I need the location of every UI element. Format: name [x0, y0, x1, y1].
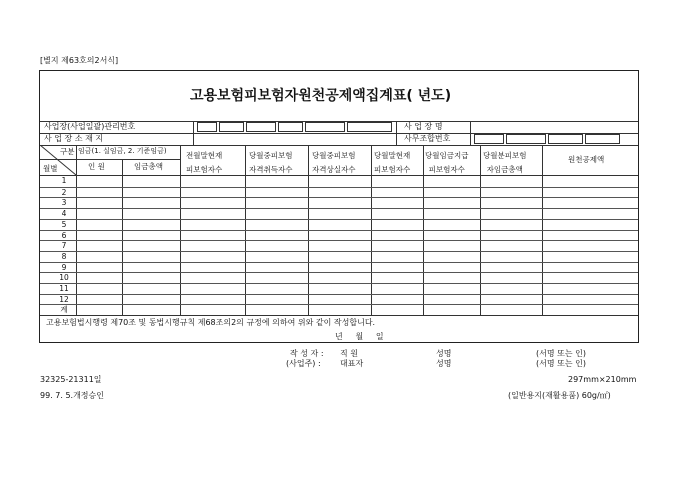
header-category: 구분	[60, 147, 75, 156]
month-label: 4	[61, 209, 67, 219]
paper-size: 297mm×210mm	[568, 375, 637, 384]
name-label-1: 성명	[436, 349, 452, 358]
col-curr-insured: 당월말현재 피보험자수	[374, 151, 411, 174]
month-label: 1	[61, 176, 67, 185]
month-label: 2	[61, 187, 67, 197]
col-wage-total: 임금총액	[134, 162, 163, 171]
header-wage-type: 임금(1. 실임금, 2. 기준임금)	[78, 147, 167, 155]
employer-label: (사업주) :	[286, 359, 321, 368]
form-title: 고용보험피보험자원천공제액집계표( 년도)	[190, 88, 452, 104]
writer-role: 직 원	[340, 349, 358, 358]
form-number: [별지 제63호의2서식]	[40, 56, 119, 65]
header-month: 월별	[43, 164, 58, 173]
col-lost: 당월중피보험 자격상실자수	[312, 151, 356, 174]
signature-1[interactable]: (서명 또는 인)	[536, 349, 586, 358]
form-frame	[39, 70, 639, 343]
month-label: 3	[61, 198, 67, 208]
table-row	[40, 176, 638, 187]
biz-reg-label: 사업장(사업일괄)관리번호	[44, 122, 136, 131]
statement: 고용보험법시행령 제70조 및 동법시행규칙 제68조의2의 규정에 의하여 위와 같이 작성합니다.	[46, 318, 376, 327]
month-label: 5	[61, 219, 67, 229]
col-acquired: 당월중피보험 자격취득자수	[249, 151, 293, 174]
col-withholding: 원천공제액	[568, 155, 605, 164]
biz-name-label: 사 업 장 명	[404, 122, 443, 131]
approval-date: 99. 7. 5.개정승인	[40, 391, 104, 400]
paper-type: (일반용지(재활용품) 60g/㎡)	[508, 391, 611, 400]
employer-role: 대표자	[340, 359, 364, 368]
col-headcount: 인 원	[88, 162, 105, 171]
col-wage-paid: 당월임금지급 피보험자수	[425, 151, 469, 174]
month-label: 계	[60, 305, 68, 315]
writer-label: 작 성 자 :	[290, 349, 324, 358]
month-label: 7	[61, 241, 67, 251]
month-label: 6	[61, 230, 67, 240]
form-code: 32325-21311일	[40, 375, 102, 384]
col-month-wage-total: 당월분피보험 자임금총액	[483, 151, 527, 174]
signature-2[interactable]: (서명 또는 인)	[536, 359, 586, 368]
date-line: 년 월 일	[335, 332, 384, 341]
month-label: 11	[59, 284, 69, 293]
col-prev-insured: 전월말현재 피보험자수	[186, 151, 223, 174]
month-label: 8	[61, 251, 67, 261]
name-label-2: 성명	[436, 359, 452, 368]
month-label: 9	[61, 262, 67, 272]
month-label: 12	[59, 294, 69, 304]
office-number-label: 사무조합번호	[404, 134, 451, 143]
month-label: 10	[59, 273, 69, 283]
location-label: 사 업 장 소 재 지	[44, 134, 104, 143]
